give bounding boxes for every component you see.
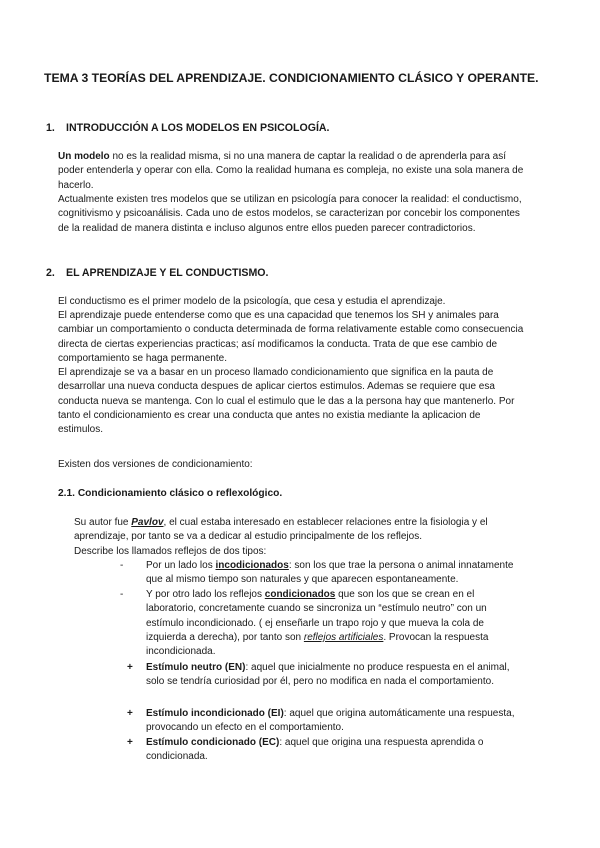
plus-bullet-icon: + (127, 737, 133, 748)
section-2-paragraph-4: Existen dos versiones de condicionamiento: (58, 459, 253, 470)
document-title: TEMA 3 TEORÍAS DEL APRENDIZAJE. CONDICIONAMIENTO CLÁSICO Y OPERANTE. (44, 71, 539, 85)
list-item-incondicionados: - Por un lado los incodicionados: son los que trae la persona o animal innatamente que al mismo tiempo son naturales y que aparecen espontaneamente. (120, 560, 514, 586)
list-item-estimulo-incondicionado: + Estímulo incondicionado (EI): aquel que origina automáticamente una respuesta, provocando un efecto en el comportamiento. (127, 708, 515, 734)
term-estimulo-incondicionado: Estímulo incondicionado (EI) (146, 708, 284, 719)
term-incondicionados: incodicionados (215, 560, 289, 571)
term-reflejos-artificiales: reflejos artificiales (303, 631, 384, 643)
section-2-paragraph-2: El aprendizaje puede entenderse como que es una capacidad que tenemos los SH y animales para cambiar un comportamiento o conducta determinada de forma relativamente estable como consecuencia directa de ciertas experiencias practicas; así modificamos la conducta. Trata de que ese cambio de comportamiento se haga permanente. (58, 310, 524, 364)
section-1-paragraph-2: Actualmente existen tres modelos que se utilizan en psicología para conocer la realidad: el conductismo, cognitivismo y psicoanálisis. Cada uno de estos modelos, se caracterizan por concebir los componentes de la realidad de manera distinta e incluso algunos entre ellos pueden parecer contradictorios. (58, 194, 522, 234)
list-item-estimulo-condicionado: + Estímulo condicionado (EC): aquel que origina una respuesta aprendida o condicionada. (127, 737, 484, 763)
section-2-title: EL APRENDIZAJE Y EL CONDUCTISMO. (66, 267, 269, 279)
section-1-heading (46, 121, 329, 135)
section-2-paragraph-1: El conductismo es el primer modelo de la psicología, que cesa y estudia el aprendizaje. (58, 296, 446, 307)
dash-bullet-icon: - (120, 560, 124, 571)
dash-bullet-icon: - (120, 589, 124, 600)
plus-bullet-icon: + (127, 708, 133, 719)
section-2-1-heading: 2.1. Condicionamiento clásico o reflexológico. (58, 488, 283, 499)
term-condicionados: condicionados (264, 589, 336, 600)
list-item-estimulo-neutro: + Estímulo neutro (EN): aquel que inicialmente no produce respuesta en el animal, solo se tendría curiosidad por él, pero no modifica en nada el comportamiento. (127, 662, 510, 688)
plus-bullet-icon: + (127, 662, 133, 673)
author-name: Pavlov (131, 517, 164, 528)
section-2-heading (46, 266, 269, 280)
model-term: Un modelo (58, 151, 110, 162)
term-estimulo-condicionado: Estímulo condicionado (EC) (146, 737, 280, 748)
section-1-title: INTRODUCCIÓN A LOS MODELOS EN PSICOLOGÍA. (66, 122, 330, 134)
section-2-number: 2. (46, 267, 55, 279)
section-1-paragraph-1: Un modelo no es la realidad misma, si no una manera de captar la realidad o de aprenderla para así poder entenderla y operar con ella. Como la realidad humana es compleja, no existe una sola manera de hacerlo. (58, 151, 524, 191)
list-item-condicionados: - Y por otro lado los reflejos condicionados que son los que se crean en el laboratorio, concretamente cuando se sincroniza un “estímulo neutro” con un estímulo incondicionado. ( ej enseñarle un trapo rojo y que mueva la cola de izquierda a derecha), por tanto son reflejos artificiales. Provocan la respuesta incondicionada. (120, 589, 489, 658)
section-2-1-intro: Su autor fue Pavlov, el cual estaba interesado en establecer relaciones entre la fisiologia y el aprendizaje, por tanto se va a dedicar al estudio principalmente de los reflejos. Describe los llamados reflejos de dos tipos: (74, 517, 488, 557)
section-2-paragraph-3: El aprendizaje se va a basar en un proceso llamado condicionamiento que significa en la pauta de desarrollar una nueva conducta despues de aplicar ciertos estimulos. Ademas se requiere que esa conducta nueva se mantenga. Con lo cual el estimulo que le das a la persona hay que mantenerlo. Por tanto el condicionamiento es crear una conducta que antes no existia mediante la aplicacion de estimulos. (58, 367, 515, 436)
section-1-number: 1. (46, 122, 55, 134)
term-estimulo-neutro: Estímulo neutro (EN) (146, 662, 246, 673)
